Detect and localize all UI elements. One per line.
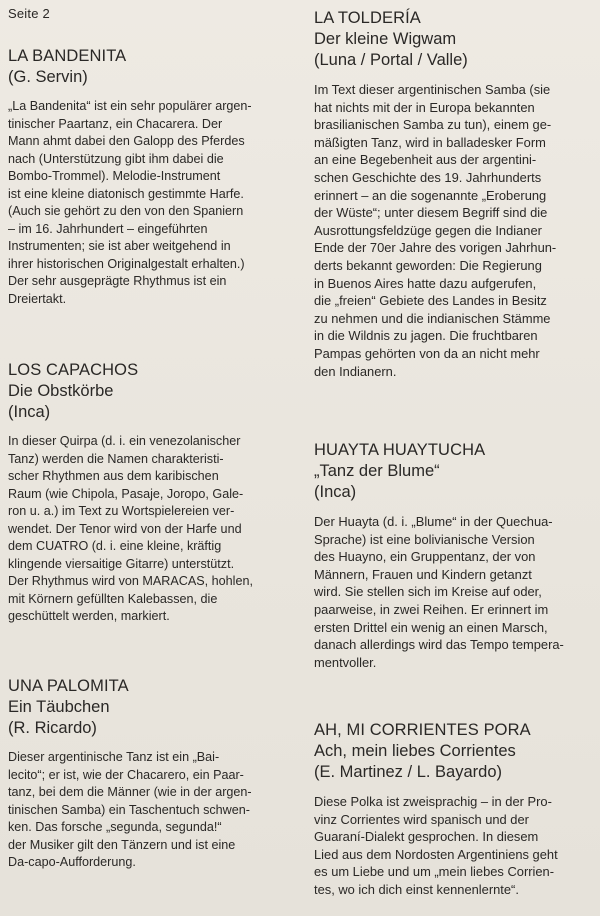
- song-description: Im Text dieser argentinischen Samba (sie hat nichts mit der in Europa bekannten brasilianischen Samba zu tun), einem ge- mäßigten Tanz, wird in balladesker Form an eine Begebenheit aus der argentini- schen Geschichte des 19. Jahrhunderts erinnert – an die sogenannte „Eroberung der Wüste“; unter diesem Begriff sind die Ausrottungsfeldzüge gegen die Indianer Ende der 70er Jahre des vorigen Jahrhun- derts bekannt geworden: Die Regierung in Buenos Aires hatte dazu aufgerufen, die „freien“ Gebiete des Landes in Besitz zu nehmen und die indianischen Stämme in die Wildnis zu jagen. Die fruchtbaren Pampas gehörten von da an nicht mehr den Indianern.: [314, 82, 557, 379]
- song-title: LA BANDENITA: [8, 47, 127, 65]
- song-title: LOS CAPACHOS: [8, 361, 139, 379]
- song-subtitle: „Tanz der Blume“: [314, 462, 440, 480]
- song-description: Der Huayta (d. i. „Blume“ in der Quechua- Sprache) ist eine bolivianische Version des Huayno, ein Gruppentanz, der von Männern, Frauen und Kindern getanzt wird. Sie stellen sich im Kreise auf oder, paarweise, in zwei Reihen. Er erinnert im ersten Drittel ein wenig an einen Marsch, danach allerdings wird das Tempo tempera- mentvoller.: [314, 514, 564, 670]
- song-subtitle: Ach, mein liebes Corrientes: [314, 742, 516, 760]
- song-title: LA TOLDERÍA: [314, 9, 421, 27]
- page-label: Seite 2: [8, 6, 50, 21]
- song-description: „La Bandenita“ ist ein sehr populärer argen- tinischer Paartanz, ein Chacarera. Der Mann ahmt dabei den Galopp des Pferdes nach (Unterstützung gibt ihm dabei die Bombo-Trommel). Melodie-Instrument ist eine kleine diatonisch gestimmte Harfe. (Auch sie gehört zu den von den Spaniern – im 16. Jahrhundert – eingeführten Instrumenten; sie ist aber weitgehend in ihrer historischen Originalgestalt erhalten.) Der sehr ausgeprägte Rhythmus ist ein Dreiertakt.: [8, 99, 252, 306]
- song-composer: (R. Ricardo): [8, 719, 97, 737]
- song-description: In dieser Quirpa (d. i. ein venezolanischer Tanz) werden die Namen charakteristi- scher Rhythmen aus dem karibischen Raum (wie Chipola, Pasaje, Joropo, Gale- ron u. a.) im Text zu Wortspielereien ver- wendet. Der Tenor wird von der Harfe und dem CUATRO (d. i. eine kleine, kräftig klingende viersaitige Gitarre) unterstützt. Der Rhythmus wird von MARACAS, hohlen, mit Körnern gefüllten Kalebassen, die geschüttelt werden, markiert.: [8, 434, 253, 623]
- song-subtitle: Ein Täubchen: [8, 698, 110, 716]
- song-title: UNA PALOMITA: [8, 677, 129, 695]
- song-description: Diese Polka ist zweisprachig – in der Pro- vinz Corrientes wird spanisch und der Guaraní-Dialekt gesprochen. In diesem Lied aus dem Nordosten Argentiniens geht es um Liebe und um „mein liebes Corrien- tes, wo ich dich einst kennenlernte“.: [314, 794, 558, 897]
- song-section-una-palomita: [8, 676, 292, 872]
- song-section-la-bandenita: [8, 46, 292, 308]
- song-section-ah-mi-corrientes-pora: [314, 720, 600, 899]
- song-composer: (E. Martinez / L. Bayardo): [314, 763, 502, 781]
- song-composer: (Inca): [314, 483, 357, 501]
- song-subtitle: Die Obstkörbe: [8, 382, 114, 400]
- song-title: AH, MI CORRIENTES PORA: [314, 721, 531, 739]
- song-title: HUAYTA HUAYTUCHA: [314, 441, 486, 459]
- song-composer: (G. Servin): [8, 68, 88, 86]
- song-section-los-capachos: [8, 360, 292, 626]
- song-section-la-tolderia: [314, 8, 600, 380]
- song-composer: (Luna / Portal / Valle): [314, 51, 468, 69]
- song-composer: (Inca): [8, 403, 51, 421]
- song-section-huayta-huaytucha: [314, 440, 600, 671]
- song-description: Dieser argentinische Tanz ist ein „Bai- lecito“; er ist, wie der Chacarero, ein Paar- tanz, bei dem die Männer (wie in der argen- tinischen Samba) ein Taschentuch schwen- ken. Das forsche „segunda, segunda!“ der Musiker gilt den Tänzern und ist eine Da-capo-Aufforderung.: [8, 750, 252, 869]
- song-subtitle: Der kleine Wigwam: [314, 30, 457, 48]
